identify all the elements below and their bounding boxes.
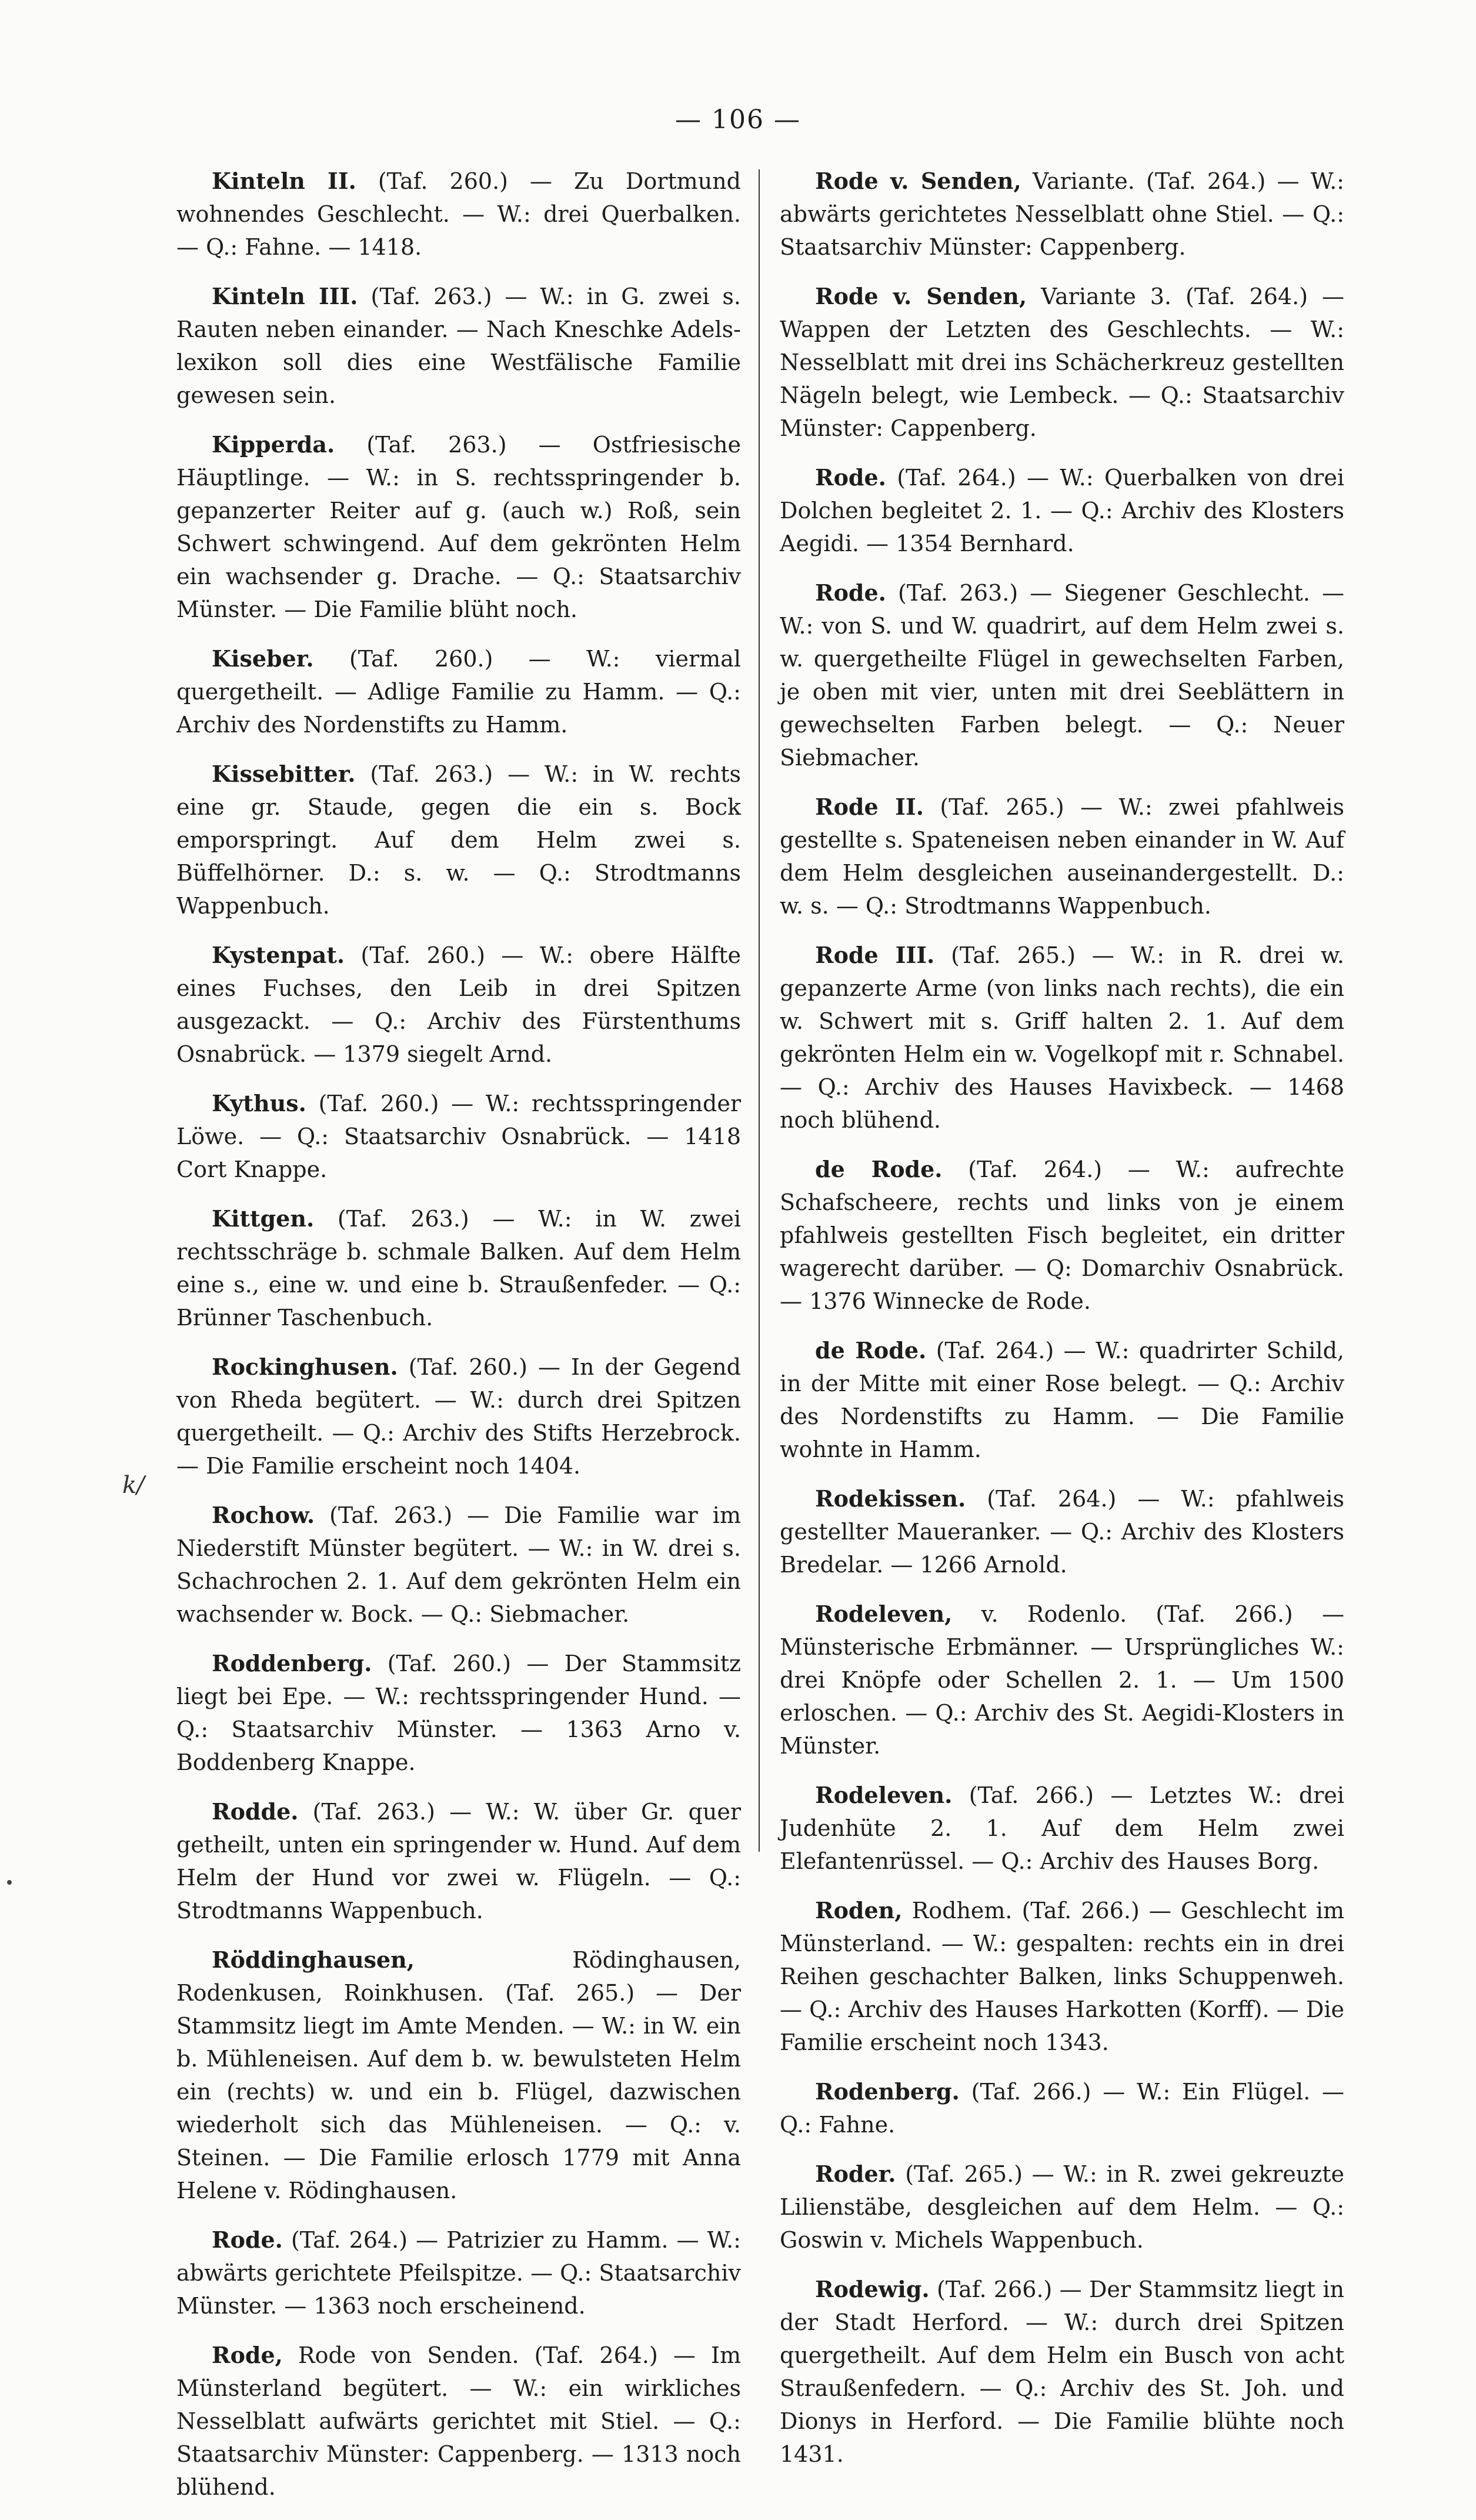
entry [176,1351,741,1482]
margin-annotation: k/ [122,1472,145,1499]
entry [176,758,741,922]
entry-heading: Kystenpat. [212,942,345,968]
scan-speck [7,1880,12,1885]
entry-heading: Kinteln II. [212,168,356,194]
entry [176,1202,741,1334]
entry-text: (Taf. 260.) — W.: rechtsspringender Löwe. — Q.: Staatsarchiv Osnabrück. — 1418 Cort Knappe. [176,1091,741,1182]
entry-heading: Kiseber. [212,645,314,672]
entry-heading: Rode II. [815,794,924,820]
entry-text: (Taf. 264.) — W.: quadrirter Schild, in der Mitte mit einer Rose belegt. — Q.: Archiv des Nordenstifts zu Hamm. — Die Familie wohnte in Hamm. [780,1338,1344,1462]
entry [176,2339,741,2504]
entry [176,1647,741,1779]
entry-heading: Rodekissen. [815,1485,966,1512]
entry-text: (Taf. 265.) — W.: in R. zwei gekreuzte Lilienstäbe, desgleichen auf dem Helm. — Q.: Goswin v. Michels Wappenbuch. [780,2161,1344,2253]
entry-text: (Taf. 260.) — In der Gegend von Rheda begütert. — W.: durch drei Spitzen quergetheilt. — Q.: Archiv des Stifts Herzebrock. — Die Familie erscheint noch 1404. [176,1354,741,1479]
entry [780,1334,1344,1466]
entry-text: (Taf. 260.) — Der Stammsitz liegt bei Epe. — W.: rechtsspringender Hund. — Q.: Staatsarchiv Münster. — 1363 Arno v. Boddenberg Knappe. [176,1651,741,1775]
right-column [780,165,1344,2487]
entry-heading: Rode. [815,464,886,491]
entry [780,1482,1344,1581]
entry-text: Rödinghausen, Rodenkusen, Roinkhusen. (Taf. 265.) — Der Stammsitz liegt im Amte Menden. — W.: in W. ein b. Mühleneisen. Auf dem b. w. bewulsteten Helm ein (rechts) w. und ein b. Flügel, dazwischen wiederholt sich das Mühleneisen. — Q.: v. Steinen. — Die Familie erlosch 1779 mit Anna Helene v. Rödinghausen. [176,1947,741,2204]
entry-heading: Rode. [212,2226,283,2253]
entry [780,2273,1344,2471]
entry [780,461,1344,560]
entry-heading: Röddinghausen, [212,1946,415,1973]
entry-text: (Taf. 263.) — W.: in W. zwei rechtsschräge b. schmale Balken. Auf dem Helm eine s., eine w. und eine b. Straußenfeder. — Q.: Brünner Taschenbuch. [176,1206,741,1331]
entry-heading: Roden, [815,1897,903,1924]
entry-heading: Kipperda. [212,431,335,458]
entry [176,280,741,412]
entry [780,2158,1344,2256]
entry-text: (Taf. 263.) — Ostfriesische Häuptlinge. — W.: in S. rechtsspringender b. gepanzerter Reiter auf g. (auch w.) Roß, sein Schwert schwingend. Auf dem gekrönten Helm ein wachsender g. Drache. — Q.: Staatsarchiv Münster. — Die Familie blüht noch. [176,432,741,622]
entry [176,1944,741,2207]
entry-text: Rodhem. (Taf. 266.) — Geschlecht im Münsterland. — W.: gespalten: rechts ein in drei Reihen geschachter Balken, links Schuppenweh. — Q.: Archiv des Hauses Harkotten (Korff). — Die Familie erscheint noch 1343. [780,1898,1344,2055]
entry [176,165,741,264]
entry-text: (Taf. 264.) — Patrizier zu Hamm. — W.: abwärts gerichtete Pfeilspitze. — Q.: Staatsarchiv Münster. — 1363 noch erscheinend. [176,2227,741,2319]
entry [176,428,741,626]
entry-text: Variante. (Taf. 264.) — W.: abwärts gerichtetes Nesselblatt ohne Stiel. — Q.: Staatsarchiv Münster: Cappenberg. [780,168,1344,260]
entry-heading: de Rode. [815,1337,927,1364]
entry-text: (Taf. 265.) — W.: in R. drei w. gepanzerte Arme (von links nach rechts), die ein w. Schwert mit s. Griff halten 2. 1. Auf dem gekrönten Helm ein w. Vogelkopf mit r. Schnabel. — Q.: Archiv des Hauses Havixbeck. — 1468 noch blühend. [780,942,1344,1133]
entry-text: (Taf. 266.) — Der Stammsitz liegt in der Stadt Herford. — W.: durch drei Spitzen quergetheilt. Auf dem Helm ein Busch von acht Straußenfedern. — Q.: Archiv des St. Joh. und Dionys in Herford. — Die Familie blühte noch 1431. [780,2276,1344,2467]
entry-heading: Rochow. [212,1502,315,1528]
entry-heading: Rode III. [815,942,935,968]
entry-heading: Kittgen. [212,1205,315,1232]
entry-heading: Rode, [212,2342,283,2368]
entry [176,1499,741,1631]
entry [780,2075,1344,2141]
entry [780,939,1344,1136]
entry-heading: Rodeleven, [815,1601,953,1627]
entry [780,576,1344,774]
entry-text: (Taf. 266.) — W.: Ein Flügel. — Q.: Fahne. [780,2079,1344,2138]
entry-heading: Rodeleven. [815,1782,953,1808]
entry [780,1153,1344,1318]
entry-text: (Taf. 260.) — W.: obere Hälfte eines Fuchses, den Leib in drei Spitzen ausgezackt. — Q.: Archiv des Fürstenthums Osnabrück. — 1379 siegelt Arnd. [176,942,741,1067]
entry-text: (Taf. 260.) — W.: viermal quergetheilt. — Adlige Familie zu Hamm. — Q.: Archiv des Nordenstifts zu Hamm. [176,646,741,738]
entry [780,280,1344,445]
entry [780,1598,1344,1762]
entry-heading: Kinteln III. [212,283,358,309]
entry-text: (Taf. 266.) — Letztes W.: drei Judenhüte 2. 1. Auf dem Helm zwei Elefantenrüssel. — Q.: Archiv des Hauses Borg. [780,1782,1344,1874]
entry-heading: Rode v. Senden, [815,283,1027,309]
entry-heading: Roder. [815,2161,896,2187]
entry-text: v. Rodenlo. (Taf. 266.) — Münsterische Erbmänner. — Ursprüngliches W.: drei Knöpfe oder Schellen 2. 1. — Um 1500 erloschen. — Q.: Archiv des St. Aegidi-Klosters in Münster. [780,1601,1344,1759]
entry-heading: Rodewig. [815,2276,930,2302]
entry-heading: Rodenberg. [815,2078,960,2105]
entry [176,1795,741,1927]
entry-heading: de Rode. [815,1156,943,1182]
entry [176,1087,741,1186]
entry-text: (Taf. 264.) — W.: Querbalken von drei Dolchen begleitet 2. 1. — Q.: Archiv des Klosters Aegidi. — 1354 Bernhard. [780,465,1344,556]
page-number: — 106 — [675,105,801,135]
entry-heading: Kissebitter. [212,761,356,787]
entry-heading: Rodde. [212,1798,299,1825]
entry [780,1894,1344,2059]
entry-heading: Rode. [815,579,886,606]
entry-heading: Roddenberg. [212,1650,372,1676]
entry-text: (Taf. 263.) — Die Familie war im Niederstift Münster begütert. — W.: in W. drei s. Schachrochen 2. 1. Auf dem gekrönten Helm ein wachsender w. Bock. — Q.: Siebmacher. [176,1502,741,1627]
entry [780,165,1344,264]
entry-text: (Taf. 263.) — W.: in G. zwei s. Rauten neben einander. — Nach Kneschke Adels-lexikon soll dies eine Westfälische Familie gewesen sein. [176,284,741,408]
entry-text: (Taf. 265.) — W.: zwei pfahlweis gestellte s. Spateneisen neben einander in W. Auf dem Helm desgleichen auseinandergestellt. D.: w. s. — Q.: Strodtmanns Wappenbuch. [780,794,1344,919]
entry-text: (Taf. 260.) — Zu Dortmund wohnendes Geschlecht. — W.: drei Querbalken. — Q.: Fahne. — 1418. [176,168,741,260]
entry-text: (Taf. 264.) — W.: pfahlweis gestellter Maueranker. — Q.: Archiv des Klosters Bredelar. — 1266 Arnold. [780,1486,1344,1578]
entry [780,1779,1344,1878]
entry-text: Variante 3. (Taf. 264.) — Wappen der Letzten des Geschlechts. — W.: Nesselblatt mit drei ins Schächerkreuz gestellten Nägeln belegt, wie Lembeck. — Q.: Staatsarchiv Münster: Cappenberg. [780,284,1344,441]
entry-text: (Taf. 263.) — W.: W. über Gr. quer getheilt, unten ein springender w. Hund. Auf dem Helm der Hund vor zwei w. Flügeln. — Q.: Strodtmanns Wappenbuch. [176,1799,741,1924]
entry-text: (Taf. 263.) — Siegener Geschlecht. — W.: von S. und W. quadrirt, auf dem Helm zwei s. w. quergetheilte Flügel in gewechselten Farben, je oben mit vier, unten mit drei Seeblättern in gewechselten Farben belegt. — Q.: Neuer Siebmacher. [780,580,1344,771]
entry-heading: Rockinghusen. [212,1354,398,1380]
entry-text: Rode von Senden. (Taf. 264.) — Im Münsterland begütert. — W.: ein wirkliches Nesselblatt aufwärts gerichtet mit Stiel. — Q.: Staatsarchiv Münster: Cappenberg. — 1313 noch blühend. [176,2342,741,2500]
entry [176,2224,741,2322]
entry-text: (Taf. 264.) — W.: aufrechte Schafscheere, rechts und links von je einem pfahlweis gestellten Fisch begleitet, ein dritter wagerecht darüber. — Q: Domarchiv Osnabrück. — 1376 Winnecke de Rode. [780,1156,1344,1314]
entry-heading: Rode v. Senden, [815,168,1021,194]
entry-heading: Kythus. [212,1090,306,1116]
left-column [176,165,741,2520]
entry [780,791,1344,922]
column-divider [759,169,760,1852]
entry [176,939,741,1071]
entry-text: (Taf. 263.) — W.: in W. rechts eine gr. Staude, gegen die ein s. Bock emporspringt. Auf dem Helm zwei s. Büffelhörner. D.: s. w. — Q.: Strodtmanns Wappenbuch. [176,761,741,919]
entry [176,642,741,741]
